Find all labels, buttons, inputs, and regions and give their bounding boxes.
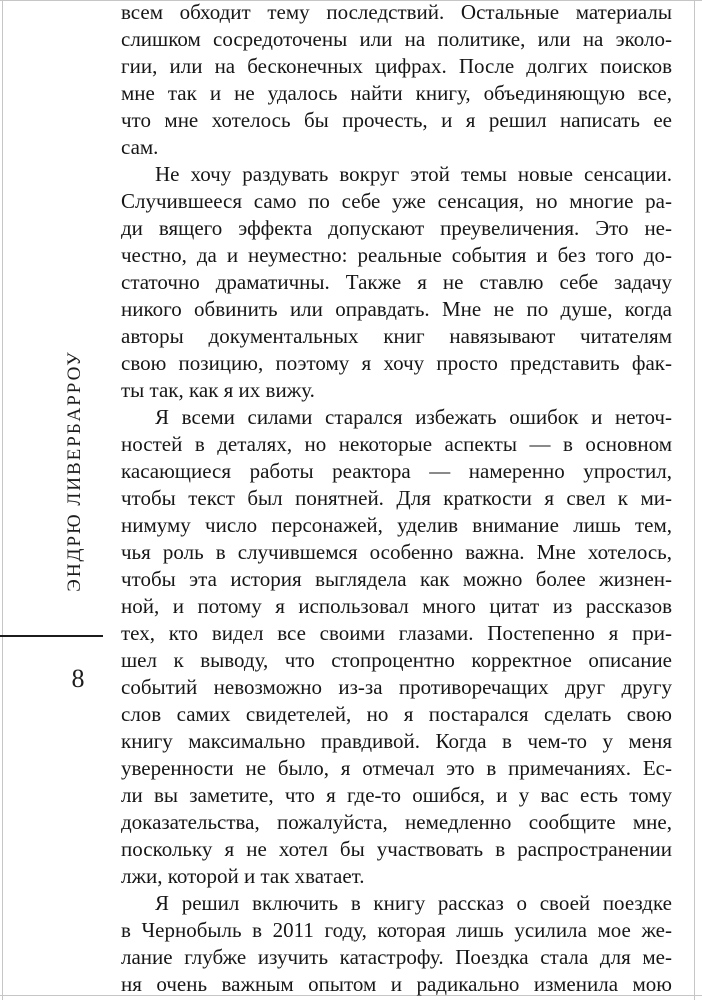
- text-line: чтобы эта история выглядела как можно более жизнен-: [121, 567, 672, 591]
- text-line: книгу максимально правдивой. Когда в чем-то у меня: [121, 729, 672, 753]
- text-line: честно, да и неуместно: реальные события и без того до-: [121, 243, 672, 267]
- text-line: лжи, которой и так хватает.: [121, 864, 365, 888]
- text-line: доказательства, пожалуйста, немедленно сообщите мне,: [121, 810, 672, 834]
- text-line: Случившееся само по себе уже сенсация, но многие ра-: [121, 189, 672, 213]
- page-edge-left: [2, 0, 3, 1000]
- text-line: сам.: [121, 135, 159, 159]
- text-line: авторы документальных книг навязывают читателям: [121, 324, 672, 348]
- text-line: поскольку я не хотел бы участвовать в распространении: [121, 837, 672, 861]
- text-line: чья роль в случившемся особенно важна. Мне хотелось,: [121, 540, 672, 564]
- text-line: событий невозможно из-за противоречащих друг другу: [121, 675, 672, 699]
- body-text: [121, 0, 672, 998]
- text-line: ди вящего эффекта допускают преувеличения. Это не-: [121, 216, 672, 240]
- page-number: 8: [71, 664, 85, 693]
- text-line: всем обходит тему последствий. Остальные материалы: [121, 0, 672, 24]
- text-line: Не хочу раздувать вокруг этой темы новые сенсации.: [155, 162, 672, 186]
- text-line: ной, и потому я использовал много цитат из рассказов: [121, 594, 672, 618]
- text-line: что мне хотелось бы прочесть, и я решил написать ее: [121, 108, 672, 132]
- text-line: никого обвинить или оправдать. Мне не по душе, когда: [121, 297, 672, 321]
- text-line: Я решил включить в книгу рассказ о своей поездке: [155, 891, 672, 915]
- text-line: гии, или на бесконечных цифрах. После долгих поисков: [121, 54, 672, 78]
- text-line: лание глубже изучить катастрофу. Поездка стала для ме-: [121, 945, 672, 969]
- text-line: нимуму число персонажей, уделив внимание лишь тем,: [121, 513, 672, 537]
- text-line: уверенности не было, я отмечал это в примечаниях. Ес-: [121, 756, 672, 780]
- text-line: чтобы текст был понятней. Для краткости я свел к ми-: [121, 486, 672, 510]
- text-line: слов самих свидетелей, но я постарался сделать свою: [121, 702, 672, 726]
- text-line: свою позицию, поэтому я хочу просто представить фак-: [121, 351, 672, 375]
- text-line: мне так и не удалось найти книгу, объединяющую все,: [121, 81, 672, 105]
- text-line: ностей в деталях, но некоторые аспекты — в основном: [121, 432, 672, 456]
- page-edge-right: [694, 0, 695, 1000]
- text-line: Я всеми силами старался избежать ошибок и неточ-: [155, 405, 672, 429]
- text-line: в Чернобыль в 2011 году, которая лишь усилила мое же-: [121, 918, 672, 942]
- text-line: статочно драматичны. Также я не ставлю себе задачу: [121, 270, 672, 294]
- text-line: ты так, как я их вижу.: [121, 378, 315, 402]
- folio-rule: [0, 635, 103, 637]
- text-line: тех, кто видел все своими глазами. Постепенно я при-: [121, 621, 672, 645]
- text-line: шел к выводу, что стопроцентно корректное описание: [121, 648, 672, 672]
- text-line: ня очень важным опытом и радикально изменила мою: [121, 972, 672, 996]
- text-line: ли вы заметите, что я где-то ошибся, и у вас есть тому: [121, 783, 672, 807]
- text-line: касающиеся работы реактора — намеренно упростил,: [121, 459, 672, 483]
- author-margin-label: ЭНДРЮ ЛИВЕРБАРРОУ: [64, 350, 85, 592]
- text-line: слишком сосредоточены или на политике, или на эколо-: [121, 27, 672, 51]
